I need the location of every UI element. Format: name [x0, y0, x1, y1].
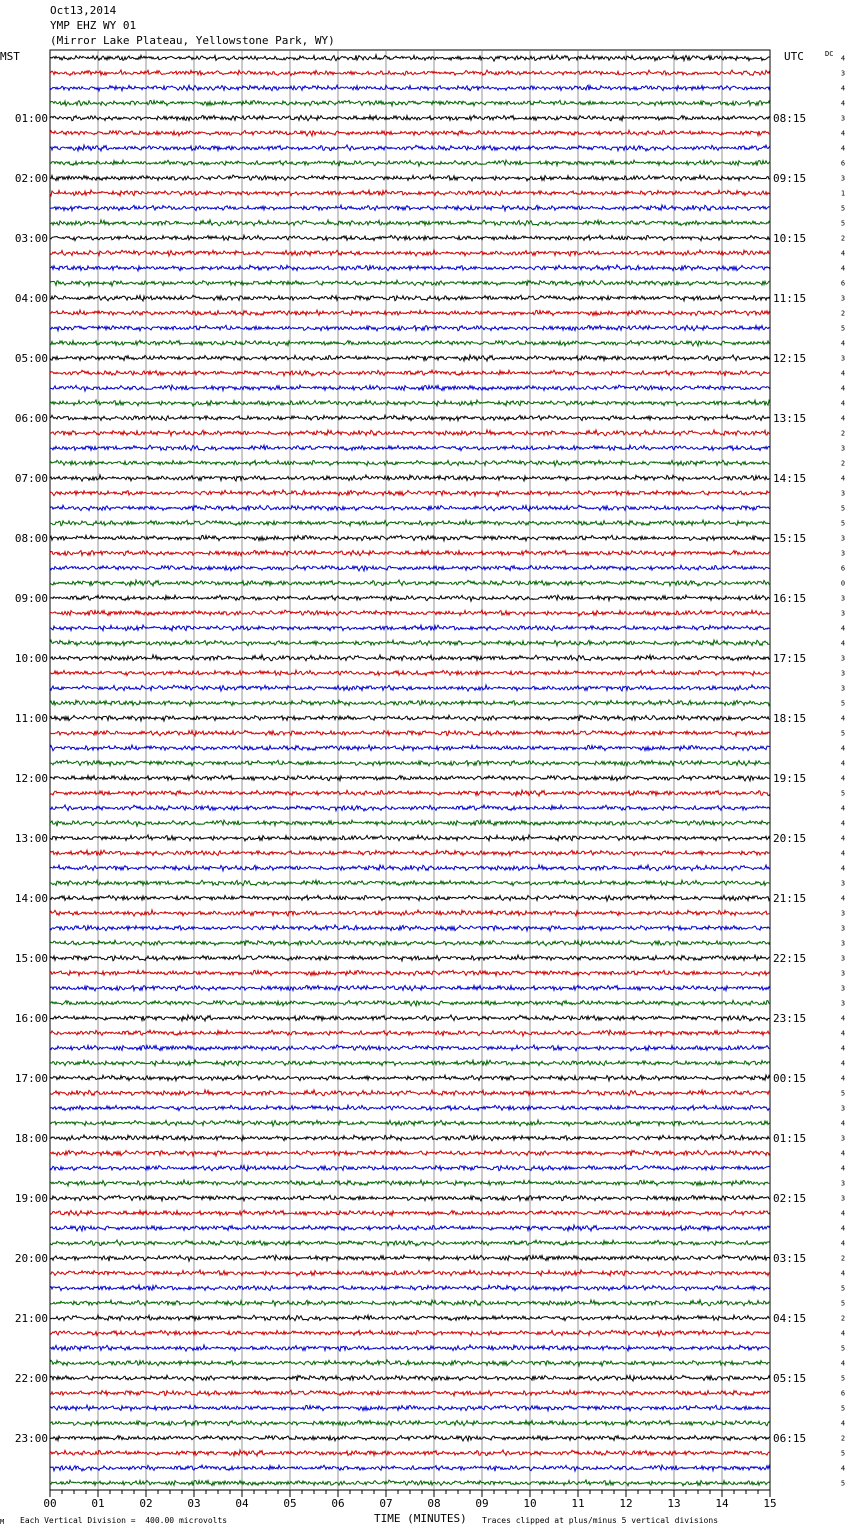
trace-line [50, 880, 770, 885]
dc-offset-label: 4 [840, 1359, 846, 1368]
x-tick-label: 04 [235, 1497, 249, 1510]
trace-line [50, 520, 770, 526]
dc-offset-label: 4 [840, 1044, 846, 1053]
x-tick-label: 07 [379, 1497, 393, 1510]
dc-offset-label: 0 [840, 579, 846, 588]
trace-line [50, 1270, 770, 1276]
trace-line [50, 1180, 770, 1186]
mst-hour-label: 09:00 [14, 592, 48, 605]
dc-offset-label: 4 [840, 1329, 846, 1338]
trace-line [50, 1240, 770, 1246]
dc-offset-label: 3 [840, 174, 846, 183]
dc-offset-label: 4 [840, 834, 846, 843]
trace-line [50, 895, 770, 901]
x-tick-label: 14 [715, 1497, 729, 1510]
mst-hour-label: 07:00 [14, 472, 48, 485]
trace-line [50, 745, 770, 751]
dc-offset-label: 4 [840, 639, 846, 648]
dc-offset-label: 2 [840, 1254, 846, 1263]
dc-offset-label: 3 [840, 669, 846, 678]
dc-offset-label: 3 [840, 999, 846, 1008]
dc-offset-label: 4 [840, 1074, 846, 1083]
utc-hour-label: 10:15 [773, 232, 807, 245]
x-tick-label: 11 [571, 1497, 585, 1510]
dc-offset-label: 3 [840, 534, 846, 543]
mst-hour-label: 13:00 [14, 832, 48, 845]
dc-offset-label: 4 [840, 864, 846, 873]
dc-offset-label: 6 [840, 1389, 846, 1398]
dc-offset-label: 4 [840, 774, 846, 783]
dc-offset-label: 6 [840, 279, 846, 288]
mst-hour-label: 15:00 [14, 952, 48, 965]
trace-line [50, 835, 770, 841]
x-tick-label: 00 [43, 1497, 57, 1510]
dc-offset-label: 6 [840, 564, 846, 573]
trace-line [50, 1405, 770, 1411]
dc-offset-label: 5 [840, 1344, 846, 1353]
trace-line [50, 985, 770, 991]
utc-hour-label: 08:15 [773, 112, 807, 125]
mst-hour-label: 01:00 [14, 112, 48, 125]
dc-offset-label: 4 [840, 624, 846, 633]
station-code: YMP EHZ WY 01 [50, 19, 137, 32]
utc-hour-label: 16:15 [773, 592, 807, 605]
utc-hour-label: 01:15 [773, 1132, 807, 1145]
utc-hour-label: 09:15 [773, 172, 807, 185]
trace-line [50, 580, 770, 586]
trace-line [50, 1420, 770, 1426]
dc-offset-label: 4 [840, 819, 846, 828]
x-tick-label: 13 [667, 1497, 681, 1510]
mst-hour-label: 05:00 [14, 352, 48, 365]
trace-line [50, 805, 770, 811]
dc-offset-label: 4 [840, 474, 846, 483]
mst-hour-label: 21:00 [14, 1312, 48, 1325]
utc-hour-label: 03:15 [773, 1252, 807, 1265]
utc-hour-label: 04:15 [773, 1312, 807, 1325]
trace-line [50, 955, 770, 961]
utc-hour-label: 11:15 [773, 292, 807, 305]
dc-offset-label: 3 [840, 69, 846, 78]
x-tick-label: 12 [619, 1497, 633, 1510]
trace-line [50, 445, 770, 450]
dc-offset-label: 4 [840, 804, 846, 813]
utc-hour-label: 20:15 [773, 832, 807, 845]
trace-line [50, 355, 770, 361]
trace-line [50, 1075, 770, 1081]
trace-line [50, 940, 770, 946]
trace-line [50, 250, 770, 256]
trace-line [50, 640, 770, 646]
dc-offset-label: 4 [840, 399, 846, 408]
trace-line [50, 925, 770, 931]
mst-hour-label: 18:00 [14, 1132, 48, 1145]
dc-offset-label: 5 [840, 699, 846, 708]
trace-line [50, 1480, 770, 1486]
plot-date: Oct13,2014 [50, 4, 117, 17]
dc-offset-label: 3 [840, 924, 846, 933]
dc-offset-label: 2 [840, 309, 846, 318]
dc-offset-label: 3 [840, 954, 846, 963]
trace-line [50, 1135, 770, 1141]
clip-note: Traces clipped at plus/minus 5 vertical divisions [482, 1516, 719, 1525]
trace-line [50, 340, 770, 346]
trace-line [50, 70, 770, 76]
trace-line [50, 490, 770, 496]
x-tick-label: 10 [523, 1497, 537, 1510]
dc-offset-label: 3 [840, 444, 846, 453]
mst-hour-label: 06:00 [14, 412, 48, 425]
trace-line [50, 310, 770, 316]
trace-line [50, 1120, 770, 1126]
dc-offset-label: 3 [840, 1194, 846, 1203]
mst-hour-label: 14:00 [14, 892, 48, 905]
dc-offset-label: 3 [840, 654, 846, 663]
trace-line [50, 100, 770, 106]
dc-offset-label: 4 [840, 1119, 846, 1128]
x-tick-label: 02 [139, 1497, 153, 1510]
trace-line [50, 1000, 770, 1006]
trace-line [50, 325, 770, 331]
utc-hour-label: 06:15 [773, 1432, 807, 1445]
mst-hour-label: 16:00 [14, 1012, 48, 1025]
x-tick-label: 01 [91, 1497, 105, 1510]
trace-line [50, 295, 770, 301]
trace-line [50, 1090, 770, 1096]
dc-offset-label: 2 [840, 1434, 846, 1443]
dc-offset-label: 3 [840, 879, 846, 888]
dc-offset-label: 4 [840, 1149, 846, 1158]
mst-hour-label: 12:00 [14, 772, 48, 785]
trace-line [50, 685, 770, 691]
dc-offset-label: 5 [840, 219, 846, 228]
utc-hour-label: 12:15 [773, 352, 807, 365]
dc-offset-label: 3 [840, 939, 846, 948]
utc-hour-label: 19:15 [773, 772, 807, 785]
dc-offset-label: 3 [840, 489, 846, 498]
trace-line [50, 370, 770, 376]
dc-offset-label: 5 [840, 789, 846, 798]
dc-offset-label: 4 [840, 339, 846, 348]
trace-line [50, 205, 770, 211]
trace-line [50, 1450, 770, 1456]
dc-offset-label: 4 [840, 714, 846, 723]
trace-line [50, 1436, 770, 1441]
mst-hour-label: 22:00 [14, 1372, 48, 1385]
dc-offset-label: 4 [840, 144, 846, 153]
trace-line [50, 460, 770, 466]
trace-line [50, 430, 770, 436]
dc-offset-label: 5 [840, 1299, 846, 1308]
dc-offset-label: 3 [840, 984, 846, 993]
dc-offset-label: 3 [840, 1179, 846, 1188]
trace-line [50, 235, 770, 240]
trace-line [50, 280, 770, 286]
dc-offset-label: 4 [840, 1464, 846, 1473]
trace-line [50, 715, 770, 721]
trace-line [50, 1315, 770, 1321]
x-tick-label: 08 [427, 1497, 441, 1510]
trace-line [50, 115, 770, 120]
dc-offset-label: 4 [840, 1209, 846, 1218]
dc-offset-label: 5 [840, 204, 846, 213]
trace-line [50, 1255, 770, 1261]
dc-offset-label: 1 [840, 189, 846, 198]
dc-offset-label: 5 [840, 504, 846, 513]
trace-line [50, 1225, 770, 1231]
dc-offset-label: 4 [840, 99, 846, 108]
dc-offset-label: 3 [840, 609, 846, 618]
trace-line [50, 385, 770, 391]
trace-line [50, 55, 770, 61]
dc-offset-label: 4 [840, 414, 846, 423]
trace-line [50, 1330, 770, 1336]
utc-hour-label: 14:15 [773, 472, 807, 485]
trace-line [50, 1210, 770, 1216]
dc-offset-label: 4 [840, 54, 846, 63]
dc-offset-label: 4 [840, 264, 846, 273]
dc-offset-label: 4 [840, 759, 846, 768]
dc-offset-label: 5 [840, 1089, 846, 1098]
mst-hour-label: 10:00 [14, 652, 48, 665]
dc-offset-label: 5 [840, 1404, 846, 1413]
trace-line [50, 400, 770, 406]
trace-line [50, 820, 770, 826]
trace-line [50, 910, 770, 916]
dc-offset-label: 5 [840, 324, 846, 333]
mst-axis-label: MST [0, 50, 20, 63]
dc-offset-label: 3 [840, 594, 846, 603]
trace-line [50, 1060, 770, 1066]
mst-hour-label: 23:00 [14, 1432, 48, 1445]
dc-offset-label: 4 [840, 1029, 846, 1038]
trace-line [50, 565, 770, 571]
dc-offset-label: 4 [840, 384, 846, 393]
utc-hour-label: 00:15 [773, 1072, 807, 1085]
trace-line [50, 850, 770, 856]
trace-line [50, 1360, 770, 1366]
trace-line [50, 655, 770, 661]
trace-line [50, 505, 770, 511]
dc-offset-label: 3 [840, 909, 846, 918]
dc-offset-label: 4 [840, 1164, 846, 1173]
dc-column-label: DC [825, 50, 834, 58]
trace-line [50, 160, 770, 166]
dc-offset-label: 4 [840, 849, 846, 858]
mst-hour-label: 02:00 [14, 172, 48, 185]
utc-hour-label: 15:15 [773, 532, 807, 545]
trace-line [50, 190, 770, 196]
trace-line [50, 550, 770, 555]
dc-offset-label: 4 [840, 369, 846, 378]
trace-line [50, 1045, 770, 1051]
trace-line [50, 625, 770, 631]
dc-offset-label: 4 [840, 894, 846, 903]
mst-hour-label: 17:00 [14, 1072, 48, 1085]
trace-line [50, 610, 770, 616]
utc-axis-label: UTC [784, 50, 804, 63]
trace-line [50, 1390, 770, 1396]
trace-line [50, 1375, 770, 1381]
mst-hour-label: 20:00 [14, 1252, 48, 1265]
trace-line [50, 1285, 770, 1291]
dc-offset-label: 2 [840, 459, 846, 468]
x-tick-label: 03 [187, 1497, 201, 1510]
trace-line [50, 1195, 770, 1201]
dc-offset-label: 5 [840, 1449, 846, 1458]
dc-offset-label: 6 [840, 159, 846, 168]
dc-offset-label: 4 [840, 1419, 846, 1428]
utc-hour-label: 18:15 [773, 712, 807, 725]
dc-offset-label: 4 [840, 1224, 846, 1233]
trace-line [50, 1030, 770, 1036]
mst-hour-label: 04:00 [14, 292, 48, 305]
trace-line [50, 1150, 770, 1156]
utc-hour-label: 02:15 [773, 1192, 807, 1205]
x-tick-label: 06 [331, 1497, 345, 1510]
dc-offset-label: 5 [840, 729, 846, 738]
utc-hour-label: 22:15 [773, 952, 807, 965]
trace-line [50, 145, 770, 151]
dc-offset-label: 2 [840, 429, 846, 438]
scale-note: Each Vertical Division = 400.00 microvolts [20, 1516, 228, 1525]
trace-line [50, 1165, 770, 1171]
dc-offset-label: 4 [840, 1269, 846, 1278]
x-tick-label: 15 [763, 1497, 777, 1510]
dc-offset-label: 3 [840, 969, 846, 978]
trace-line [50, 865, 770, 871]
dc-offset-label: 3 [840, 294, 846, 303]
dc-offset-label: 2 [840, 234, 846, 243]
mst-hour-label: 03:00 [14, 232, 48, 245]
trace-line [50, 265, 770, 271]
trace-line [50, 1300, 770, 1306]
trace-line [50, 1465, 770, 1471]
trace-line [50, 415, 770, 421]
utc-hour-label: 05:15 [773, 1372, 807, 1385]
mst-hour-label: 08:00 [14, 532, 48, 545]
dc-offset-label: 5 [840, 1284, 846, 1293]
trace-line [50, 1105, 770, 1110]
x-tick-label: 09 [475, 1497, 489, 1510]
trace-line [50, 775, 770, 781]
station-location: (Mirror Lake Plateau, Yellowstone Park, WY) [50, 34, 335, 47]
trace-line [50, 1015, 770, 1021]
dc-offset-label: 2 [840, 1314, 846, 1323]
dc-offset-label: 4 [840, 84, 846, 93]
dc-offset-label: 4 [840, 1014, 846, 1023]
dc-offset-label: 4 [840, 129, 846, 138]
dc-offset-label: 3 [840, 114, 846, 123]
dc-offset-label: 4 [840, 1239, 846, 1248]
utc-hour-label: 23:15 [773, 1012, 807, 1025]
dc-offset-label: 3 [840, 1104, 846, 1113]
trace-line [50, 535, 770, 541]
trace-line [50, 970, 770, 976]
trace-line [50, 670, 770, 675]
trace-line [50, 130, 770, 136]
dc-offset-label: 5 [840, 1479, 846, 1488]
dc-offset-label: 4 [840, 249, 846, 258]
dc-offset-label: 3 [840, 1134, 846, 1143]
mst-hour-label: 19:00 [14, 1192, 48, 1205]
trace-line [50, 760, 770, 766]
corner-mark: M [0, 1518, 5, 1526]
utc-hour-label: 13:15 [773, 412, 807, 425]
utc-hour-label: 17:15 [773, 652, 807, 665]
trace-line [50, 730, 770, 736]
trace-line [50, 700, 770, 706]
dc-offset-label: 5 [840, 519, 846, 528]
trace-line [50, 175, 770, 181]
dc-offset-label: 4 [840, 1059, 846, 1068]
x-axis-label: TIME (MINUTES) [374, 1512, 467, 1525]
trace-line [50, 1345, 770, 1351]
dc-offset-label: 3 [840, 354, 846, 363]
trace-line [50, 85, 770, 91]
trace-line [50, 475, 770, 481]
mst-hour-label: 11:00 [14, 712, 48, 725]
x-tick-label: 05 [283, 1497, 297, 1510]
trace-line [50, 790, 770, 796]
trace-line [50, 220, 770, 226]
trace-line [50, 595, 770, 601]
dc-offset-label: 4 [840, 744, 846, 753]
utc-hour-label: 21:15 [773, 892, 807, 905]
dc-offset-label: 3 [840, 684, 846, 693]
dc-offset-label: 5 [840, 1374, 846, 1383]
dc-offset-label: 3 [840, 549, 846, 558]
